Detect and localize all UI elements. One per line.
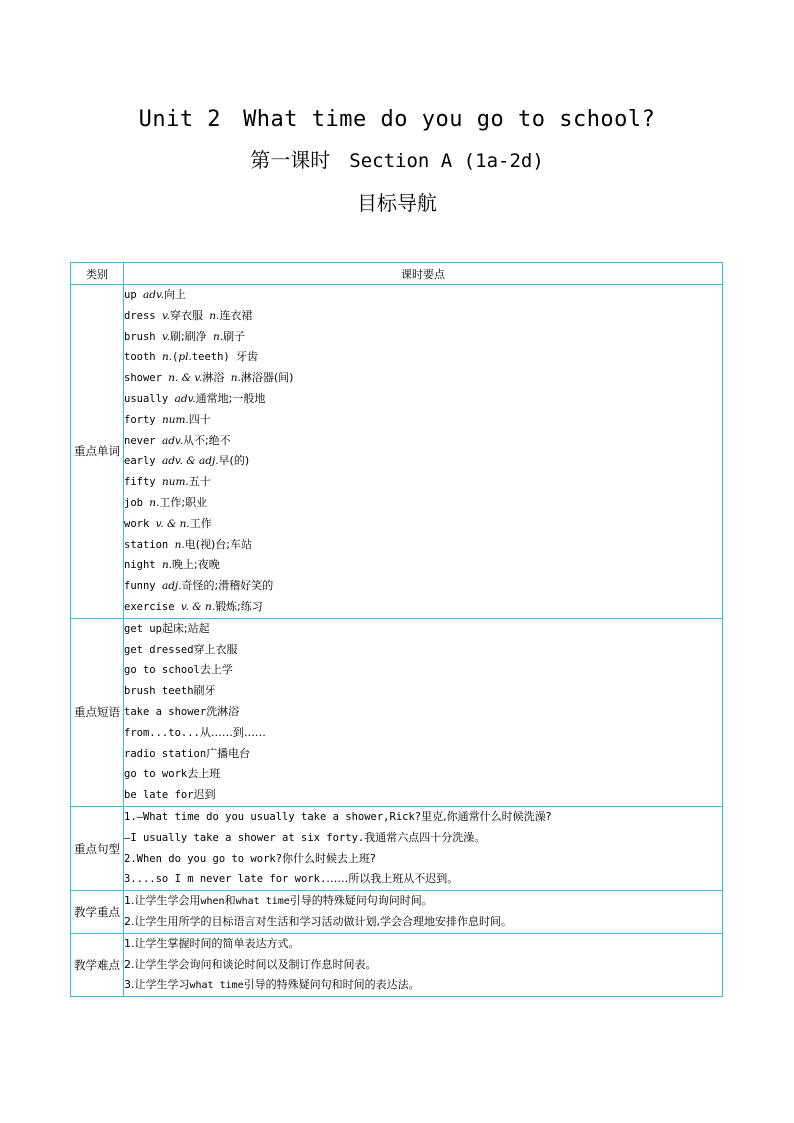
vocab-meaning: 五十 xyxy=(188,475,211,489)
vocab-meaning-2: 刷子 xyxy=(223,329,246,343)
part-of-speech: v. & n. xyxy=(180,600,216,613)
list-item xyxy=(124,576,722,597)
unit-number: Unit 2 xyxy=(138,107,222,132)
list-item xyxy=(124,514,722,535)
vocab-meaning: 工作;职业 xyxy=(159,495,208,509)
vocab-word: usually xyxy=(124,392,169,405)
vocab-meaning: 通常地;一般地 xyxy=(195,391,266,405)
list-item xyxy=(124,807,722,828)
list-item xyxy=(124,472,722,493)
vocab-word: brush xyxy=(124,330,156,343)
list-item xyxy=(124,451,722,472)
part-of-speech: num. xyxy=(161,413,189,426)
list-item xyxy=(124,555,722,576)
part-of-speech-2: n. xyxy=(230,372,241,385)
part-of-speech: num. xyxy=(161,476,189,489)
english-term: when xyxy=(200,896,225,908)
list-item xyxy=(124,785,722,806)
phrase-en: take a shower xyxy=(124,705,207,718)
part-of-speech: n. xyxy=(149,496,160,509)
sentence-cn: 里克,你通常什么时候洗澡? xyxy=(421,809,552,823)
phrase-cn: 去上班 xyxy=(187,767,221,781)
list-item xyxy=(124,681,722,702)
phrase-en: get dressed xyxy=(124,643,194,656)
unit-question: What time do you go to school? xyxy=(243,107,656,132)
header-points: 课时要点 xyxy=(124,263,723,285)
sentence-cn: 你什么时候去上班? xyxy=(282,851,376,865)
sentence-en: 1.—What time do you usually take a shower,Rick? xyxy=(124,810,422,823)
lesson-title xyxy=(0,140,794,181)
lesson-points-table xyxy=(70,262,723,997)
vocab-meaning: 锻炼;练习 xyxy=(215,599,263,613)
vocab-meaning-2: 淋浴器(间) xyxy=(240,371,294,385)
list-item xyxy=(124,619,722,640)
header-category: 类别 xyxy=(71,263,124,285)
list-item xyxy=(124,891,722,912)
phrase-cn: 洗淋浴 xyxy=(206,704,240,718)
list-item xyxy=(124,828,722,849)
vocab-word: work xyxy=(124,517,150,530)
vocab-meaning: 淋浴 xyxy=(202,371,225,385)
list-item xyxy=(124,306,722,327)
part-of-speech: v. xyxy=(161,330,170,343)
list-item xyxy=(124,764,722,785)
list-item xyxy=(124,869,722,890)
english-term: what time xyxy=(189,980,244,992)
vocab-meaning-2: 连衣裙 xyxy=(219,308,253,322)
list-item xyxy=(124,389,722,410)
list-item xyxy=(124,723,722,744)
vocab-meaning: 刷;刷净 xyxy=(169,329,207,343)
lesson-label: 第一课时 xyxy=(250,148,331,172)
list-item xyxy=(124,912,722,933)
vocab-meaning: 早(的) xyxy=(218,454,250,468)
phrase-cn: 刷牙 xyxy=(193,684,216,698)
vocab-meaning: 工作 xyxy=(189,516,212,530)
paren-open: ( xyxy=(172,351,179,364)
list-item xyxy=(124,597,722,618)
phrase-en: be late for xyxy=(124,789,194,802)
list-item xyxy=(124,744,722,765)
part-of-speech: adv. & adj. xyxy=(161,455,219,468)
vocab-word: funny xyxy=(124,580,156,593)
list-item xyxy=(124,347,722,368)
vocab-word: station xyxy=(124,538,169,551)
part-of-speech: v. & n. xyxy=(155,517,190,530)
phrases-category: 重点短语 xyxy=(71,618,124,806)
list-item xyxy=(124,660,722,681)
part-of-speech-2: n. xyxy=(209,309,220,322)
phrase-en: radio station xyxy=(124,747,207,760)
text-part: 3.让学生学习 xyxy=(124,978,190,992)
vocab-word: shower xyxy=(124,372,162,385)
phrase-en: go to work xyxy=(124,768,188,781)
vocab-row xyxy=(71,285,723,619)
vocab-word: forty xyxy=(124,413,156,426)
phrase-en: get up xyxy=(124,622,162,635)
vocab-meaning: 电(视)台;车站 xyxy=(184,537,252,551)
table-header-row xyxy=(71,263,723,285)
phrases-row xyxy=(71,618,723,806)
list-item xyxy=(124,975,722,996)
vocab-meaning: 向上 xyxy=(164,288,186,301)
part-of-speech: n. xyxy=(161,559,173,572)
phrase-en: from...to... xyxy=(124,726,200,739)
list-item xyxy=(124,934,722,955)
part-of-speech: n. & v. xyxy=(168,372,203,385)
sentence-cn: 我通常六点四十分洗澡。 xyxy=(364,830,486,844)
vocab-meaning: 奇怪的;滑稽好笑的 xyxy=(181,579,274,593)
list-item xyxy=(124,368,722,389)
text-part: 2.让学生学会询问和谈论时间以及制订作息时间表。 xyxy=(124,957,377,971)
focus-category: 教学重点 xyxy=(71,891,124,934)
phrase-cn: 广播电台 xyxy=(206,746,251,760)
part-of-speech: adv. xyxy=(174,392,196,405)
part-of-speech-2: n. xyxy=(213,330,224,343)
vocab-word: up xyxy=(124,289,137,301)
vocab-word: night xyxy=(124,559,156,572)
sentences-row xyxy=(71,806,723,890)
phrase-cn: 去上学 xyxy=(199,663,233,677)
part-of-speech: adv. xyxy=(161,434,183,447)
text-part: 引导的特殊疑问句询问时间。 xyxy=(289,894,433,908)
title-block xyxy=(0,100,794,225)
sentence-en: —I usually take a shower at six forty. xyxy=(124,831,365,844)
text-part: 引导的特殊疑问句和时间的表达法。 xyxy=(243,978,420,992)
list-item xyxy=(124,410,722,431)
page-subtitle: 目标导航 xyxy=(357,191,437,215)
phrase-cn: 起床;站起 xyxy=(161,621,210,635)
vocab-list xyxy=(124,285,723,619)
list-item xyxy=(124,285,722,306)
paren-close: ) xyxy=(223,351,230,364)
list-item xyxy=(124,955,722,976)
list-item xyxy=(124,702,722,723)
vocab-word: exercise xyxy=(124,600,175,613)
part-of-speech: adj. xyxy=(161,580,182,593)
list-item xyxy=(124,640,722,661)
vocab-word: never xyxy=(124,434,156,447)
text-part: 和 xyxy=(224,894,236,908)
plural-pos: pl. xyxy=(178,351,192,364)
sentence-en: 3....so I m never late for work. xyxy=(124,873,327,886)
vocab-meaning: 从不;绝不 xyxy=(182,433,231,447)
text-part: 1.让学生学会用 xyxy=(124,894,201,908)
text-part: 2.让学生用所学的目标语言对生活和学习活动做计划,学会合理地安排作息时间。 xyxy=(124,914,512,928)
phrase-en: go to school xyxy=(124,664,200,677)
vocab-meaning: 牙齿 xyxy=(236,350,259,364)
list-item xyxy=(124,849,722,870)
vocab-word: fifty xyxy=(124,476,156,489)
vocab-meaning: 晚上;夜晚 xyxy=(172,558,220,572)
part-of-speech: n. xyxy=(174,538,185,551)
section-label: Section A (1a-2d) xyxy=(349,150,544,172)
part-of-speech: adv. xyxy=(142,289,164,301)
part-of-speech: n. xyxy=(161,351,173,364)
phrase-en: brush teeth xyxy=(124,685,194,698)
focus-list xyxy=(124,891,723,934)
vocab-meaning: 四十 xyxy=(188,412,211,426)
sentences-category: 重点句型 xyxy=(71,806,124,890)
sentences-list xyxy=(124,806,723,890)
plural-form: teeth xyxy=(191,351,224,364)
text-part: 1.让学生掌握时间的简单表达方式。 xyxy=(124,936,300,950)
phrases-list xyxy=(124,618,723,806)
sentence-en: 2.When do you go to work? xyxy=(124,852,283,865)
list-item xyxy=(124,493,722,514)
vocab-category: 重点单词 xyxy=(71,285,124,619)
list-item xyxy=(124,535,722,556)
vocab-word: tooth xyxy=(124,351,156,364)
phrase-cn: 穿上衣服 xyxy=(193,642,238,656)
difficulty-list xyxy=(124,933,723,996)
sentence-cn: ……所以我上班从不迟到。 xyxy=(326,872,459,886)
phrase-cn: 从……到…… xyxy=(199,725,266,739)
list-item xyxy=(124,327,722,348)
unit-title xyxy=(0,100,794,140)
difficulty-row xyxy=(71,933,723,996)
phrase-cn: 迟到 xyxy=(193,788,216,802)
list-item xyxy=(124,431,722,452)
vocab-word: early xyxy=(124,455,156,468)
english-term: what time xyxy=(235,896,290,908)
vocab-word: dress xyxy=(124,309,156,322)
vocab-word: job xyxy=(124,496,143,509)
focus-row xyxy=(71,891,723,934)
difficulty-category: 教学难点 xyxy=(71,933,124,996)
part-of-speech: v. xyxy=(161,309,170,322)
vocab-meaning: 穿衣服 xyxy=(169,308,203,322)
